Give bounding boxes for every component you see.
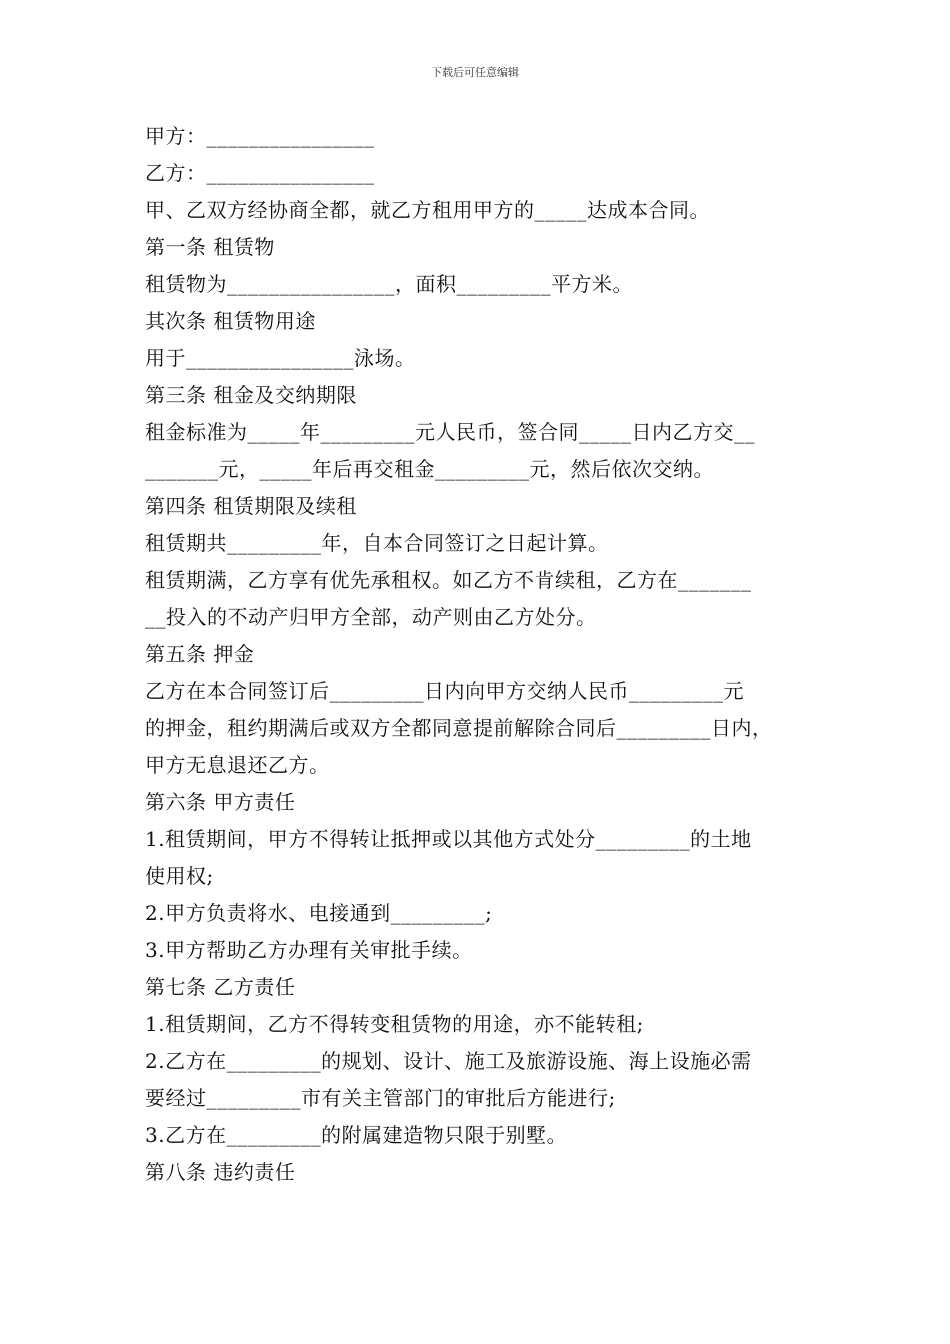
article-1-text: 租赁物为________________，面积_________平方米。 bbox=[145, 272, 633, 296]
article-6-item-1-cont: 使用权; bbox=[145, 864, 214, 888]
article-4-heading: 第四条 租赁期限及续租 bbox=[145, 494, 357, 518]
article-7-item-3: 3.乙方在_________的附属建造物只限于别墅。 bbox=[145, 1123, 568, 1147]
article-3-text-cont: _______元，_____年后再交租金_________元，然后依次交纳。 bbox=[145, 457, 714, 481]
article-2-heading: 其次条 租赁物用途 bbox=[145, 309, 316, 333]
article-7-item-2-cont: 要经过_________市有关主管部门的审批后方能进行; bbox=[145, 1086, 616, 1110]
page-header-note: 下载后可任意编辑 bbox=[431, 66, 519, 79]
party-b-line: 乙方：________________ bbox=[145, 161, 375, 185]
article-6-heading: 第六条 甲方责任 bbox=[145, 790, 296, 814]
article-8-heading: 第八条 违约责任 bbox=[145, 1160, 296, 1184]
article-6-item-3: 3.甲方帮助乙方办理有关审批手续。 bbox=[145, 938, 473, 962]
contract-body bbox=[145, 118, 820, 1191]
article-7-item-1: 1.租赁期间，乙方不得转变租赁物的用途，亦不能转租; bbox=[145, 1012, 644, 1036]
article-5-heading: 第五条 押金 bbox=[145, 642, 255, 666]
article-7-item-2: 2.乙方在_________的规划、设计、施工及旅游设施、海上设施必需 bbox=[145, 1049, 752, 1073]
article-1-heading: 第一条 租赁物 bbox=[145, 235, 275, 259]
article-4-renewal: 租赁期满，乙方享有优先承租权。如乙方不肯续租，乙方在_______ bbox=[145, 568, 752, 592]
party-a-line: 甲方：________________ bbox=[145, 124, 375, 148]
article-3-heading: 第三条 租金及交纳期限 bbox=[145, 383, 357, 407]
article-5-text-cont: 的押金，租约期满后或双方全都同意提前解除合同后_________日内， bbox=[145, 716, 773, 740]
article-2-text: 用于________________泳场。 bbox=[145, 346, 416, 370]
agreement-intro: 甲、乙双方经协商全都，就乙方租用甲方的_____达成本合同。 bbox=[145, 198, 710, 222]
article-6-item-1: 1.租赁期间，甲方不得转让抵押或以其他方式处分_________的土地 bbox=[145, 827, 752, 851]
article-5-text-end: 甲方无息退还乙方。 bbox=[145, 753, 330, 777]
article-3-text: 租金标准为_____年_________元人民币，签合同_____日内乙方交__ bbox=[145, 420, 755, 444]
article-6-item-2: 2.甲方负责将水、电接通到_________; bbox=[145, 901, 493, 925]
article-4-text: 租赁期共_________年，自本合同签订之日起计算。 bbox=[145, 531, 609, 555]
article-5-text: 乙方在本合同签订后_________日内向甲方交纳人民币_________元 bbox=[145, 679, 744, 703]
article-4-renewal-cont: __投入的不动产归甲方全部，动产则由乙方处分。 bbox=[145, 605, 597, 629]
article-7-heading: 第七条 乙方责任 bbox=[145, 975, 296, 999]
